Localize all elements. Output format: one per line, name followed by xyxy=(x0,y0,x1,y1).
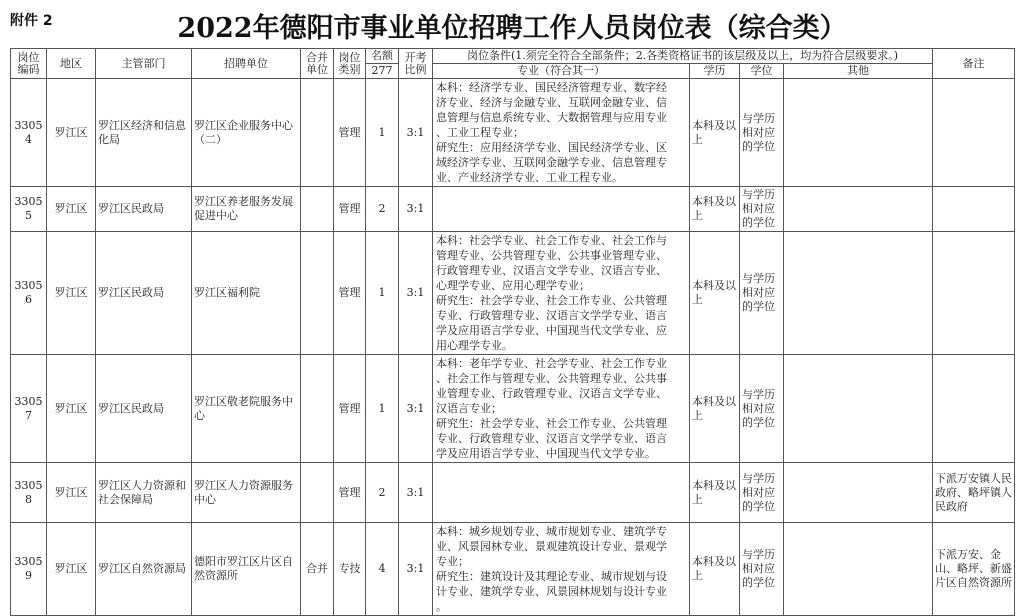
col-other-header: 其他 xyxy=(784,64,933,79)
category-cell: 管理 xyxy=(334,355,366,463)
major-line: 研究生：建筑设计及其理论专业、城市规划与设 xyxy=(436,570,667,583)
ratio-cell: 3:1 xyxy=(399,232,433,355)
dept-cell: 罗江区民政局 xyxy=(96,355,192,463)
education-cell: 本科及以上 xyxy=(690,232,740,355)
degree-cell: 与学历相对应的学位 xyxy=(740,355,784,463)
major-line: 息管理与信息系统专业、大数据管理与应用专业 xyxy=(436,111,667,124)
remarks-cell xyxy=(933,187,1015,232)
degree-cell: 与学历相对应的学位 xyxy=(740,79,784,187)
major-line: 业、产业经济学专业、工业工程专业。 xyxy=(436,171,623,184)
col-ratio-header: 开考比例 xyxy=(399,49,433,79)
col-degree-header: 学位 xyxy=(740,64,784,79)
degree-cell: 与学历相对应的学位 xyxy=(740,463,784,523)
major-cell xyxy=(433,355,690,463)
other-cell xyxy=(784,187,933,232)
position-code: 33058 xyxy=(11,463,47,523)
quota-cell: 4 xyxy=(366,523,399,616)
category-cell: 专技 xyxy=(334,523,366,616)
major-line: 专业、行政管理专业、汉语言文学学专业、语言 xyxy=(436,432,667,445)
quota-cell: 1 xyxy=(366,79,399,187)
col-merged-header: 合并单位 xyxy=(301,49,334,79)
merged-cell xyxy=(301,187,334,232)
major-cell xyxy=(433,187,690,232)
region-cell: 罗江区 xyxy=(47,463,96,523)
table-row xyxy=(11,355,1015,463)
major-line: 研究生：应用经济学专业、国民经济学专业、区 xyxy=(436,141,667,154)
conditions-header: 岗位条件(1.须完全符合全部条件；2.各类资格证书的该层级及以上，均为符合层级要求。) xyxy=(433,49,933,64)
col-education-header: 学历 xyxy=(690,64,740,79)
degree-cell: 与学历相对应的学位 xyxy=(740,523,784,616)
major-line: 、社会工作与管理专业、公共管理专业、公共事 xyxy=(436,372,667,385)
region-cell: 罗江区 xyxy=(47,232,96,355)
unit-cell: 罗江区企业服务中心（二） xyxy=(192,79,301,187)
category-cell: 管理 xyxy=(334,463,366,523)
dept-cell: 罗江区民政局 xyxy=(96,232,192,355)
col-category-header: 岗位类别 xyxy=(334,49,366,79)
other-cell xyxy=(784,463,933,523)
major-line: 研究生：社会学专业、社会工作专业、公共管理 xyxy=(436,294,667,307)
category-cell: 管理 xyxy=(334,187,366,232)
major-line: 本科：城乡规划专业、城市规划专业、建筑学专 xyxy=(436,525,667,538)
dept-cell: 罗江区自然资源局 xyxy=(96,523,192,616)
remarks-cell xyxy=(933,79,1015,187)
table-row xyxy=(11,232,1015,355)
col-dept-header: 主管部门 xyxy=(96,49,192,79)
merged-cell xyxy=(301,232,334,355)
category-cell: 管理 xyxy=(334,232,366,355)
major-line: 域经济学专业、互联网金融学专业、信息管理专 xyxy=(436,156,667,169)
merged-cell xyxy=(301,463,334,523)
col-major-header: 专业（符合其一） xyxy=(433,64,690,79)
region-cell: 罗江区 xyxy=(47,355,96,463)
attachment-label: 附件 2 xyxy=(10,13,53,29)
dept-cell: 罗江区经济和信息化局 xyxy=(96,79,192,187)
major-line: 、工业工程专业； xyxy=(436,126,524,139)
major-line: 本科：老年学专业、社会学专业、社会工作专业 xyxy=(436,357,667,370)
major-line: 汉语言专业； xyxy=(436,402,502,415)
region-cell: 罗江区 xyxy=(47,187,96,232)
table-row xyxy=(11,79,1015,187)
major-line: 行政管理专业、汉语言文学专业、汉语言专业、 xyxy=(436,264,667,277)
ratio-cell: 3:1 xyxy=(399,187,433,232)
major-line: 研究生：社会学专业、社会工作专业、公共管理 xyxy=(436,417,667,430)
major-cell xyxy=(433,232,690,355)
ratio-cell: 3:1 xyxy=(399,355,433,463)
major-line: 业、风景园林专业、景观建筑设计专业、景观学 xyxy=(436,540,667,553)
education-cell: 本科及以上 xyxy=(690,79,740,187)
major-line: 本科：经济学专业、国民经济管理专业、数字经 xyxy=(436,81,667,94)
position-code: 33055 xyxy=(11,187,47,232)
education-cell: 本科及以上 xyxy=(690,187,740,232)
ratio-cell: 3:1 xyxy=(399,79,433,187)
remarks-cell: 下派万安镇人民政府、略坪镇人民政府 xyxy=(933,463,1015,523)
col-remarks-header: 备注 xyxy=(933,49,1015,79)
col-unit-header: 招聘单位 xyxy=(192,49,301,79)
merged-cell xyxy=(301,355,334,463)
col-region-header: 地区 xyxy=(47,49,96,79)
major-line: 济专业、经济与金融专业、互联网金融专业、信 xyxy=(436,96,667,109)
other-cell xyxy=(784,79,933,187)
other-cell xyxy=(784,232,933,355)
degree-cell: 与学历相对应的学位 xyxy=(740,187,784,232)
position-table xyxy=(10,48,1015,616)
region-cell: 罗江区 xyxy=(47,79,96,187)
quota-cell: 2 xyxy=(366,463,399,523)
col-quota-header: 名额 xyxy=(366,49,399,64)
region-cell: 罗江区 xyxy=(47,523,96,616)
unit-cell: 罗江区人力资源服务中心 xyxy=(192,463,301,523)
education-cell: 本科及以上 xyxy=(690,463,740,523)
unit-cell: 德阳市罗江区片区自然资源所 xyxy=(192,523,301,616)
col-code-header: 岗位编码 xyxy=(11,49,47,79)
degree-cell: 与学历相对应的学位 xyxy=(740,232,784,355)
unit-cell: 罗江区敬老院服务中心 xyxy=(192,355,301,463)
table-row xyxy=(11,187,1015,232)
major-line: 业管理专业、行政管理专业、汉语言文学专业、 xyxy=(436,387,667,400)
ratio-cell: 3:1 xyxy=(399,463,433,523)
other-cell xyxy=(784,523,933,616)
position-code: 33059 xyxy=(11,523,47,616)
merged-cell: 合并 xyxy=(301,523,334,616)
dept-cell: 罗江区人力资源和社会保障局 xyxy=(96,463,192,523)
other-cell xyxy=(784,355,933,463)
major-line: 用心理学专业。 xyxy=(436,339,513,352)
major-line: 学及应用语言学专业、中国现当代文学专业。 xyxy=(436,447,656,460)
quota-cell: 2 xyxy=(366,187,399,232)
major-line: 计专业、建筑学专业、风景园林规划与设计专业 xyxy=(436,585,667,598)
remarks-cell xyxy=(933,232,1015,355)
position-code: 33057 xyxy=(11,355,47,463)
education-cell: 本科及以上 xyxy=(690,355,740,463)
quota-cell: 1 xyxy=(366,232,399,355)
major-cell xyxy=(433,523,690,616)
remarks-cell xyxy=(933,355,1015,463)
major-line: 本科：社会学专业、社会工作专业、社会工作与 xyxy=(436,234,667,247)
major-line: 管理专业、公共管理专业、公共事业管理专业、 xyxy=(436,249,667,262)
major-line: 专业、行政管理专业、汉语言文学学专业、语言 xyxy=(436,309,667,322)
category-cell: 管理 xyxy=(334,79,366,187)
remarks-cell: 下派万安、金山、略坪、新盛片区自然资源所 xyxy=(933,523,1015,616)
quota-total: 277 xyxy=(366,64,399,79)
education-cell: 本科及以上 xyxy=(690,523,740,616)
unit-cell: 罗江区养老服务发展促进中心 xyxy=(192,187,301,232)
ratio-cell: 3:1 xyxy=(399,523,433,616)
major-line: 专业； xyxy=(436,555,469,568)
unit-cell: 罗江区福利院 xyxy=(192,232,301,355)
header-row-1 xyxy=(11,49,1015,64)
quota-cell: 1 xyxy=(366,355,399,463)
major-line: 。 xyxy=(436,600,447,613)
major-line: 学及应用语言学专业、中国现当代文学专业、应 xyxy=(436,324,667,337)
major-cell xyxy=(433,463,690,523)
dept-cell: 罗江区民政局 xyxy=(96,187,192,232)
table-row xyxy=(11,463,1015,523)
position-code: 33054 xyxy=(11,79,47,187)
merged-cell xyxy=(301,79,334,187)
table-row xyxy=(11,523,1015,616)
page-title: 2022年德阳市事业单位招聘工作人员岗位表（综合类） xyxy=(177,13,847,44)
major-cell xyxy=(433,79,690,187)
major-line: 心理学专业、应用心理学专业； xyxy=(436,279,590,292)
position-code: 33056 xyxy=(11,232,47,355)
